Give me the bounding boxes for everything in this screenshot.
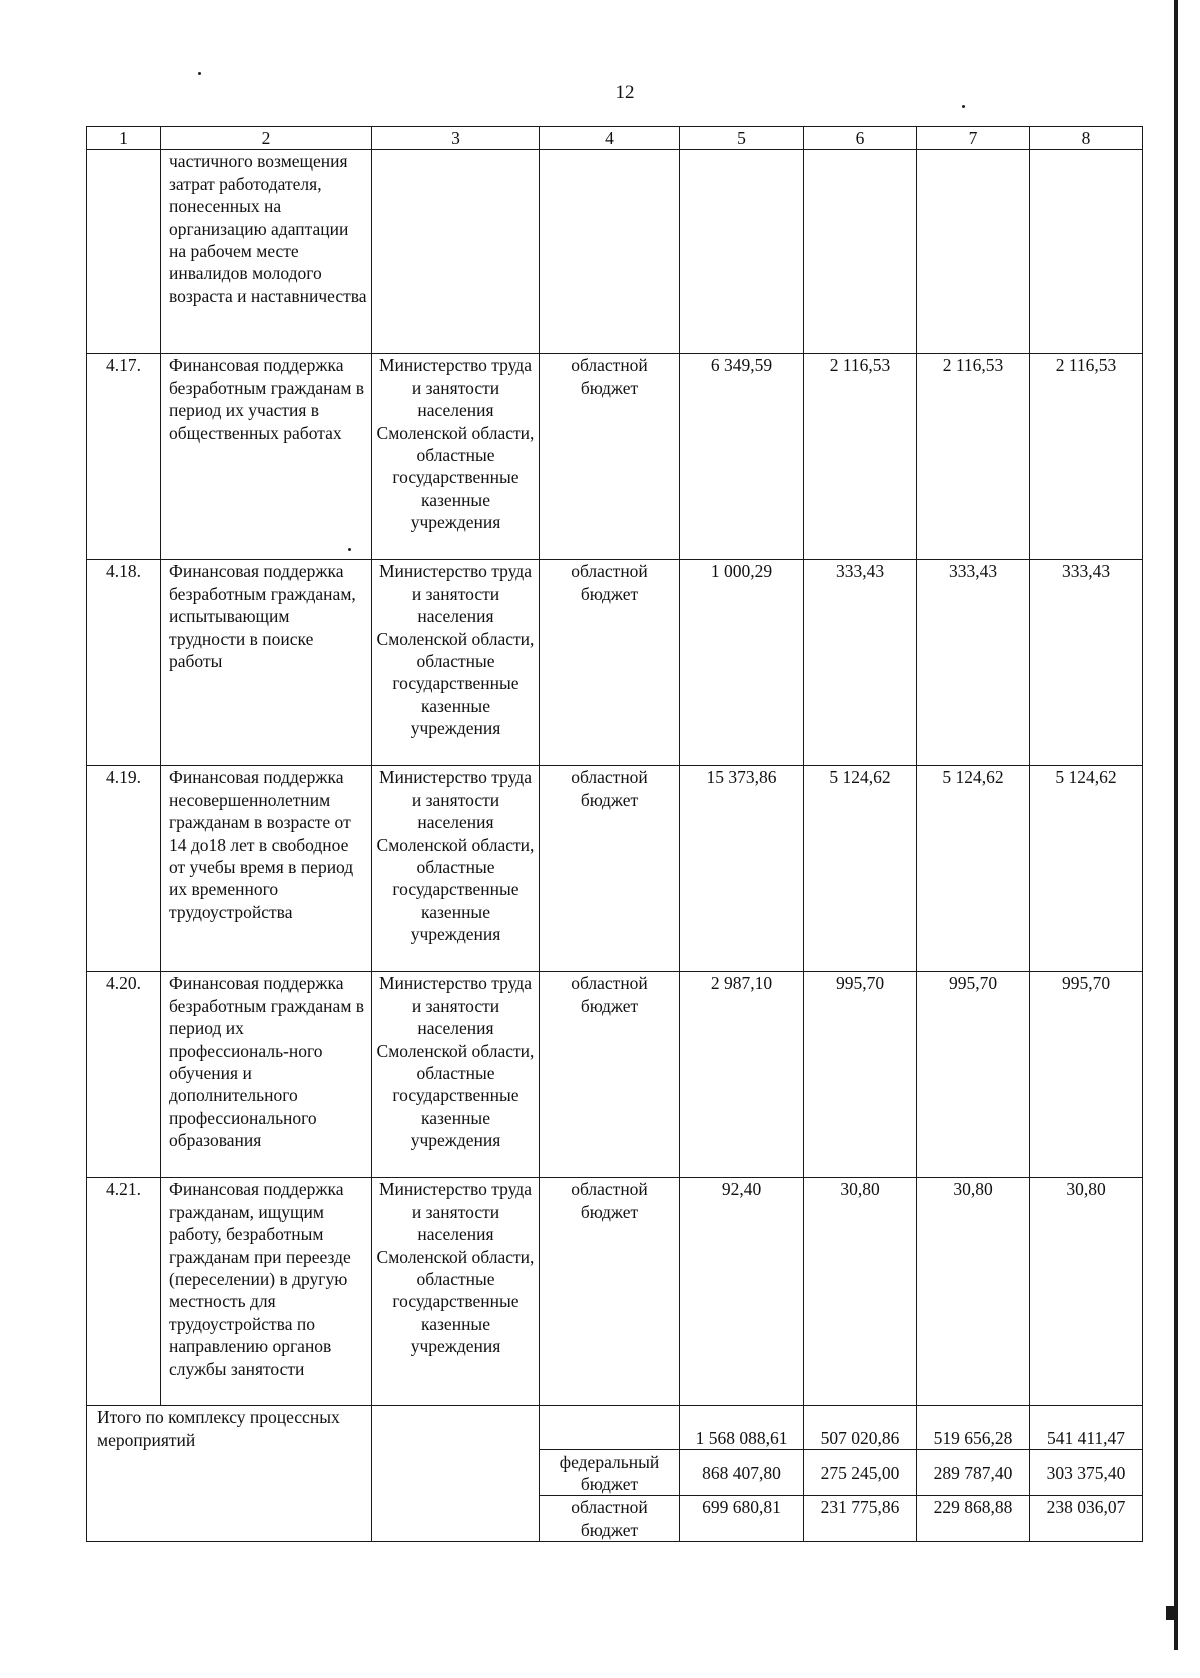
value-total: 1 000,29 xyxy=(680,560,804,766)
value-year-2: 995,70 xyxy=(917,972,1030,1178)
table-row xyxy=(87,354,1143,560)
executor: Министерство труда и занятости населения Смоленской области, областные государственные казенные учреждения xyxy=(372,560,540,766)
executor: Министерство труда и занятости населения Смоленской области, областные государственные казенные учреждения xyxy=(372,766,540,972)
column-number: 4 xyxy=(540,127,680,150)
regional-value-year-1: 231 775,86 xyxy=(804,1496,917,1542)
measure-name: Финансовая поддержка безработным гражданам, испытывающим трудности в поиске работы xyxy=(161,560,372,766)
value-year-3: 30,80 xyxy=(1030,1178,1143,1406)
row-number: 4.21. xyxy=(87,1178,161,1406)
row-number: 4.20. xyxy=(87,972,161,1178)
cell-empty xyxy=(1030,150,1143,354)
funding-source: областной бюджет xyxy=(540,354,680,560)
value-total: 6 349,59 xyxy=(680,354,804,560)
cell-empty xyxy=(680,150,804,354)
value-total: 15 373,86 xyxy=(680,766,804,972)
row-number: 4.19. xyxy=(87,766,161,972)
total-value-year-3: 541 411,47 xyxy=(1030,1406,1143,1450)
value-year-2: 5 124,62 xyxy=(917,766,1030,972)
budget-table xyxy=(86,126,1143,1542)
row-number: 4.18. xyxy=(87,560,161,766)
funding-source: федеральный бюджет xyxy=(540,1450,680,1496)
federal-value-year-1: 275 245,00 xyxy=(804,1450,917,1496)
column-number: 3 xyxy=(372,127,540,150)
executor: Министерство труда и занятости населения Смоленской области, областные государственные казенные учреждения xyxy=(372,1178,540,1406)
scan-edge xyxy=(1174,0,1178,1650)
measure-name: частичного возмещения затрат работодателя, понесенных на организацию адаптации на рабочем месте инвалидов молодого возраста и наставничества xyxy=(161,150,372,354)
value-year-2: 2 116,53 xyxy=(917,354,1030,560)
scan-speck xyxy=(198,72,201,75)
continuation-row xyxy=(87,150,1143,354)
total-value-year-1: 507 020,86 xyxy=(804,1406,917,1450)
federal-value-total: 868 407,80 xyxy=(680,1450,804,1496)
column-number: 6 xyxy=(804,127,917,150)
funding-source: областной бюджет xyxy=(540,560,680,766)
funding-source: областной бюджет xyxy=(540,1178,680,1406)
federal-value-year-2: 289 787,40 xyxy=(917,1450,1030,1496)
measure-name: Финансовая поддержка гражданам, ищущим работу, безработным гражданам при переезде (переселении) в другую местность для трудоустройства по направлению органов службы занятости xyxy=(161,1178,372,1406)
value-year-3: 2 116,53 xyxy=(1030,354,1143,560)
regional-value-year-2: 229 868,88 xyxy=(917,1496,1030,1542)
column-number: 8 xyxy=(1030,127,1143,150)
cell-empty xyxy=(540,150,680,354)
measure-name: Финансовая поддержка несовершеннолетним гражданам в возрасте от 14 до18 лет в свободное от учебы время в период их временного трудоустройства xyxy=(161,766,372,972)
cell-empty xyxy=(372,1406,540,1542)
value-total: 2 987,10 xyxy=(680,972,804,1178)
value-year-1: 995,70 xyxy=(804,972,917,1178)
funding-source: областной бюджет xyxy=(540,766,680,972)
row-number: 4.17. xyxy=(87,354,161,560)
column-number: 1 xyxy=(87,127,161,150)
federal-value-year-3: 303 375,40 xyxy=(1030,1450,1143,1496)
value-year-1: 30,80 xyxy=(804,1178,917,1406)
cell-empty xyxy=(804,150,917,354)
regional-value-total: 699 680,81 xyxy=(680,1496,804,1542)
total-row xyxy=(87,1406,1143,1450)
table-row xyxy=(87,1178,1143,1406)
table-row xyxy=(87,766,1143,972)
value-year-3: 5 124,62 xyxy=(1030,766,1143,972)
executor: Министерство труда и занятости населения Смоленской области, областные государственные казенные учреждения xyxy=(372,972,540,1178)
cell-empty xyxy=(372,150,540,354)
executor: Министерство труда и занятости населения Смоленской области, областные государственные казенные учреждения xyxy=(372,354,540,560)
total-label: Итого по комплексу процессных мероприятий xyxy=(87,1406,372,1542)
funding-source: областной бюджет xyxy=(540,1496,680,1542)
total-value-total: 1 568 088,61 xyxy=(680,1406,804,1450)
table-row xyxy=(87,972,1143,1178)
value-year-1: 2 116,53 xyxy=(804,354,917,560)
value-total: 92,40 xyxy=(680,1178,804,1406)
cell-empty xyxy=(87,150,161,354)
scan-edge-mark xyxy=(1166,1606,1178,1620)
measure-name: Финансовая поддержка безработным гражданам в период их профессиональ-ного обучения и дополнительного профессионального образования xyxy=(161,972,372,1178)
value-year-1: 5 124,62 xyxy=(804,766,917,972)
value-year-2: 30,80 xyxy=(917,1178,1030,1406)
value-year-2: 333,43 xyxy=(917,560,1030,766)
cell-empty xyxy=(917,150,1030,354)
column-number: 7 xyxy=(917,127,1030,150)
column-number: 2 xyxy=(161,127,372,150)
cell-empty xyxy=(540,1406,680,1450)
value-year-3: 333,43 xyxy=(1030,560,1143,766)
column-number: 5 xyxy=(680,127,804,150)
total-value-year-2: 519 656,28 xyxy=(917,1406,1030,1450)
column-number-row xyxy=(87,127,1143,150)
table-row xyxy=(87,560,1143,766)
regional-value-year-3: 238 036,07 xyxy=(1030,1496,1143,1542)
value-year-1: 333,43 xyxy=(804,560,917,766)
value-year-3: 995,70 xyxy=(1030,972,1143,1178)
funding-source: областной бюджет xyxy=(540,972,680,1178)
page-number: 12 xyxy=(615,82,635,103)
scan-speck xyxy=(962,105,965,108)
measure-name: Финансовая поддержка безработным гражданам в период их участия в общественных работах xyxy=(161,354,372,560)
